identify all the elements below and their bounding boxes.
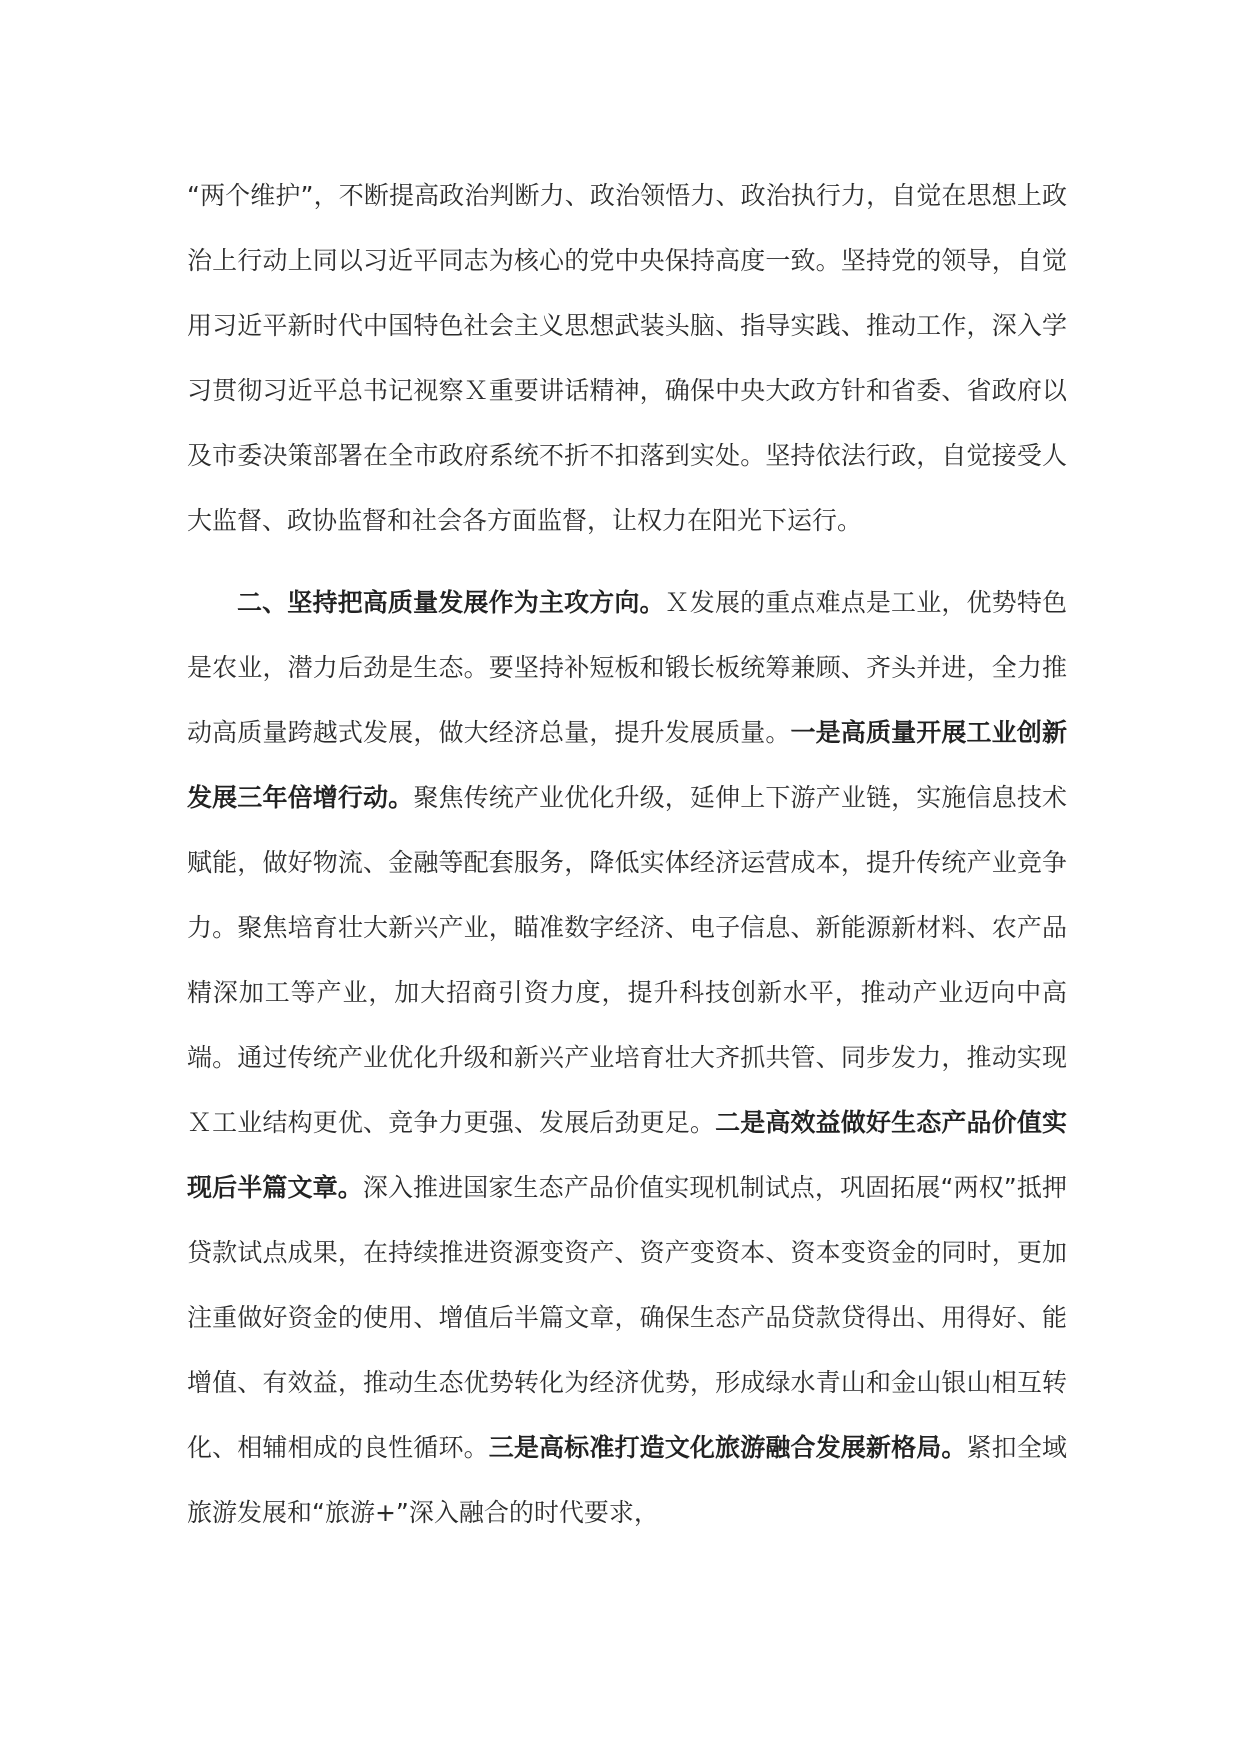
- paragraph-two-safeguards: [187, 163, 1067, 553]
- paragraph-sentence: 深入推进国家生态产品价值实现机制试点，巩固拓展“两权”抵押贷款试点成果，在持续推进资源变资产、资产变资本、资本变资金的同时，更加注重做好资金的使用、增值后半篇文章，确保生态产品贷款贷得出、用得好、能增值、有效益，推动生态优势转化为经济优势，形成绿水青山和金山银山相互转化、相辅相成的良性循环。: [187, 1173, 1067, 1462]
- paragraph-sentence: Ｘ发展的重点难点是工业，优势特色是农业，潜力后劲是生态。要坚持补短板和锻长板统筹兼顾、齐头并进，全力推动高质量跨越式发展，做大经济总量，提升发展质量。: [187, 588, 1067, 747]
- section-heading: 二、坚持把高质量发展作为主攻方向。: [237, 588, 665, 617]
- paragraph-sentence: 聚焦传统产业优化升级，延伸上下游产业链，实施信息技术赋能，做好物流、金融等配套服务，降低实体经济运营成本，提升传统产业竞争力。聚焦培育壮大新兴产业，瞄准数字经济、电子信息、新能源新材料、农产品精深加工等产业，加大招商引资力度，提升科技创新水平，推动产业迈向中高端。通过传统产业优化升级和新兴产业培育壮大齐抓共管、同步发力，推动实现Ｘ工业结构更优、竞争力更强、发展后劲更足。: [187, 783, 1067, 1137]
- point-three-heading: 三是高标准打造文化旅游融合发展新格局。: [488, 1433, 967, 1462]
- paragraph-sentence: 紧扣全域旅游发展和“旅游+”深入融合的时代要求，: [187, 1433, 1067, 1527]
- point-two-heading: 二是高效益做好生态产品价值实现后半篇文章。: [187, 1108, 1067, 1202]
- point-one-heading: 一是高质量开展工业创新发展三年倍增行动。: [187, 718, 1067, 812]
- paragraph-text: “两个维护”，不断提高政治判断力、政治领悟力、政治执行力，自觉在思想上政治上行动上同以习近平同志为核心的党中央保持高度一致。坚持党的领导，自觉用习近平新时代中国特色社会主义思想武装头脑、指导实践、推动工作，深入学习贯彻习近平总书记视察Ｘ重要讲话精神，确保中央大政方针和省委、省政府以及市委决策部署在全市政府系统不折不扣落到实处。坚持依法行政，自觉接受人大监督、政协监督和社会各方面监督，让权力在阳光下运行。: [187, 181, 1067, 535]
- paragraph-high-quality-development: [187, 570, 1067, 1545]
